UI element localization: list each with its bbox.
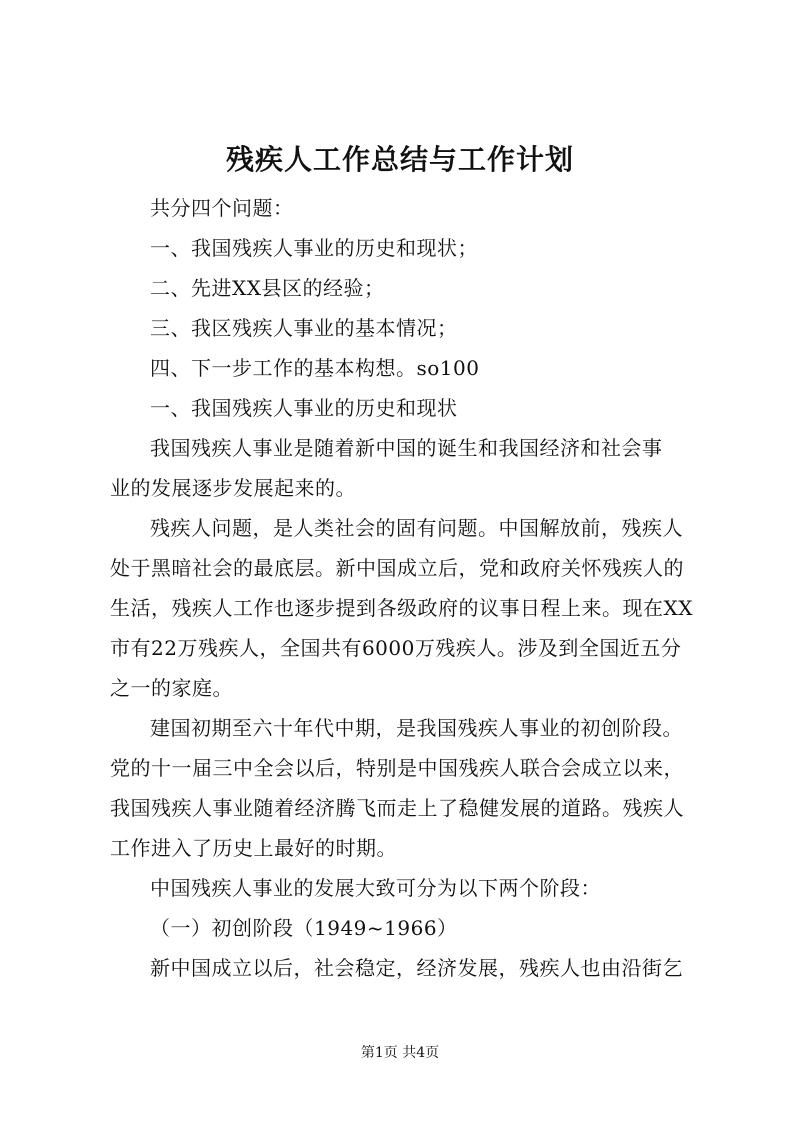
text-line: 新中国成立以后，社会稳定，经济发展，残疾人也由沿街乞 bbox=[150, 956, 683, 980]
text-line: 之一的家庭。 bbox=[110, 676, 233, 700]
text-line: 建国初期至六十年代中期，是我国残疾人事业的初创阶段。 bbox=[150, 716, 683, 740]
text-line: 党的十一届三中全会以后，特别是中国残疾人联合会成立以来， bbox=[110, 756, 684, 780]
text-line: 四、下一步工作的基本构想。so100 bbox=[150, 356, 480, 380]
text-line: 生活，残疾人工作也逐步提到各级政府的议事日程上来。现在XX bbox=[110, 596, 693, 620]
text-line: 我国残疾人事业是随着新中国的诞生和我国经济和社会事 bbox=[150, 436, 663, 460]
text-line: 我国残疾人事业随着经济腾飞而走上了稳健发展的道路。残疾人 bbox=[110, 796, 684, 820]
subsection-heading: （一）初创阶段（1949~1966） bbox=[150, 916, 458, 940]
text-line: 处于黑暗社会的最底层。新中国成立后，党和政府关怀残疾人的 bbox=[110, 556, 684, 580]
text-line: 三、我区残疾人事业的基本情况； bbox=[150, 316, 458, 340]
text-line: 中国残疾人事业的发展大致可分为以下两个阶段： bbox=[150, 876, 601, 900]
page-footer: 第1页 共4页 bbox=[360, 1045, 440, 1061]
text-line: 二、先进XX县区的经验； bbox=[150, 276, 385, 300]
text-line: 工作进入了历史上最好的时期。 bbox=[110, 836, 397, 860]
text-line: 业的发展逐步发展起来的。 bbox=[110, 476, 356, 500]
document-title: 残疾人工作总结与工作计划 bbox=[225, 143, 574, 176]
text-line: 共分四个问题： bbox=[150, 196, 294, 220]
section-heading: 一、我国残疾人事业的历史和现状 bbox=[150, 396, 458, 420]
text-line: 市有22万残疾人，全国共有6000万残疾人。涉及到全国近五分 bbox=[110, 636, 682, 660]
text-line: 残疾人问题，是人类社会的固有问题。中国解放前，残疾人 bbox=[150, 516, 683, 540]
text-line: 一、我国残疾人事业的历史和现状； bbox=[150, 236, 478, 260]
